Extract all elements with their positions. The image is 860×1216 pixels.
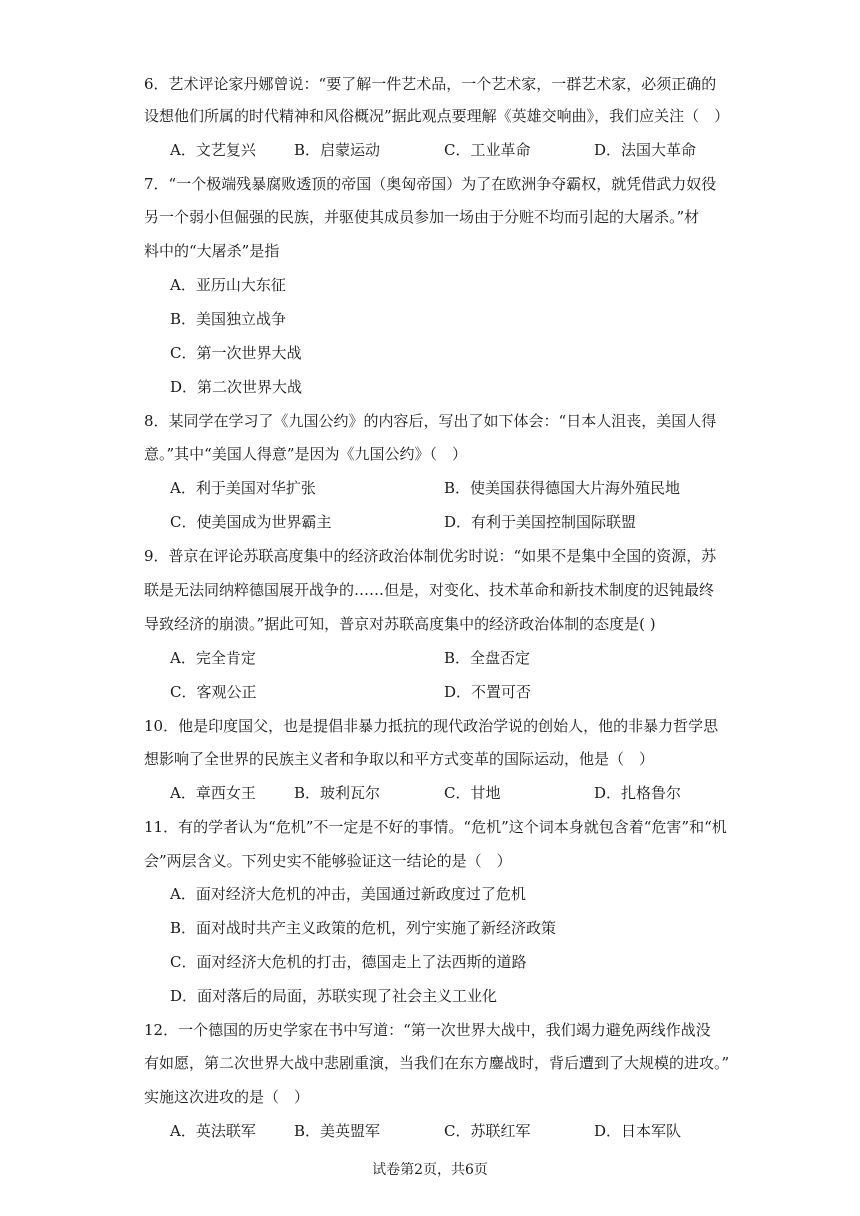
option-c: C．工业革命 (444, 141, 531, 159)
question-text-line: 想影响了全世界的民族主义者和争取以和平方式变革的国际运动，他是（ ） (144, 750, 655, 768)
option-d: D．扎格鲁尔 (594, 784, 682, 802)
question-text-line: 导致经济的崩溃。”据此可知，普京对苏联高度集中的经济政治体制的态度是( ) (144, 615, 656, 633)
option-a: A．完全肯定 (170, 649, 256, 667)
question-text-line: 另一个弱小但倔强的民族，并驱使其成员参加一场由于分赃不均而引起的大屠杀。”材 (144, 208, 700, 226)
option-c: C．甘地 (444, 784, 501, 802)
question-text-line: 7．“一个极端残暴腐败透顶的帝国（奥匈帝国）为了在欧洲争夺霸权，就凭借武力奴役 (144, 175, 717, 193)
option-c: C．客观公正 (170, 683, 257, 701)
option-d: D．有利于美国控制国际联盟 (444, 513, 637, 531)
option-b: B．启蒙运动 (294, 141, 381, 159)
option-d: D．不置可否 (444, 683, 532, 701)
option-d: D．法国大革命 (594, 141, 697, 159)
question-text-line: 实施这次进攻的是（ ） (144, 1088, 310, 1106)
question-text-line: 意。”其中“美国人得意”是因为《九国公约》（ ） (144, 445, 468, 463)
page-footer: 试卷第2页，共6页 (372, 1162, 488, 1178)
question-text-line: 12．一个德国的历史学家在书中写道：“第一次世界大战中，我们竭力避免两线作战没 (144, 1021, 711, 1039)
option-a: A．面对经济大危机的冲击，美国通过新政度过了危机 (170, 885, 526, 903)
question-text-line: 11．有的学者认为“危机”不一定是不好的事情。“危机”这个词本身就包含着“危害”和“机 (144, 818, 727, 836)
option-a: A．文艺复兴 (170, 141, 256, 159)
option-a: A．利于美国对华扩张 (170, 479, 316, 497)
question-text-line: 会”两层含义。下列史实不能够验证这一结论的是（ ） (144, 852, 512, 870)
option-c: C．使美国成为世界霸主 (170, 513, 332, 531)
option-a: A．英法联军 (170, 1122, 256, 1140)
option-b: B．美英盟军 (294, 1122, 381, 1140)
option-b: B．美国独立战争 (170, 310, 287, 328)
option-b: B．全盘否定 (444, 649, 531, 667)
question-text-line: 10．他是印度国父，也是提倡非暴力抵抗的现代政治学说的创始人，他的非暴力哲学思 (144, 717, 719, 735)
question-text-line: 联是无法同纳粹德国展开战争的……但是，对变化、技术革命和新技术制度的迟钝最终 (144, 581, 715, 599)
option-d: D．日本军队 (594, 1122, 682, 1140)
option-b: B．使美国获得德国大片海外殖民地 (444, 479, 681, 497)
question-text-line: 6．艺术评论家丹娜曾说：“要了解一件艺术品，一个艺术家，一群艺术家，必须正确的 (144, 75, 717, 93)
question-text-line: 9．普京在评论苏联高度集中的经济政治体制优劣时说：“如果不是集中全国的资源，苏 (144, 547, 717, 565)
option-c: C．面对经济大危机的打击，德国走上了法西斯的道路 (170, 953, 527, 971)
option-c: C．第一次世界大战 (170, 344, 302, 362)
option-d: D．面对落后的局面，苏联实现了社会主义工业化 (170, 987, 498, 1005)
question-text-line: 8．某同学在学习了《九国公约》的内容后，写出了如下体会：“日本人沮丧，美国人得 (144, 412, 717, 430)
option-c: C．苏联红军 (444, 1122, 531, 1140)
option-b: B．玻利瓦尔 (294, 784, 381, 802)
option-d: D．第二次世界大战 (170, 378, 303, 396)
option-a: A．亚历山大东征 (170, 276, 286, 294)
question-text-line: 设想他们所属的时代精神和风俗概况”据此观点要理解《英雄交响曲》，我们应关注（ ） (144, 107, 730, 125)
option-a: A．章西女王 (170, 784, 256, 802)
option-b: B．面对战时共产主义政策的危机，列宁实施了新经济政策 (170, 919, 557, 937)
question-text-line: 料中的“大屠杀”是指 (144, 242, 280, 260)
question-text-line: 有如愿，第二次世界大战中悲剧重演，当我们在东方鏖战时，背后遭到了大规模的进攻。” (144, 1054, 730, 1072)
